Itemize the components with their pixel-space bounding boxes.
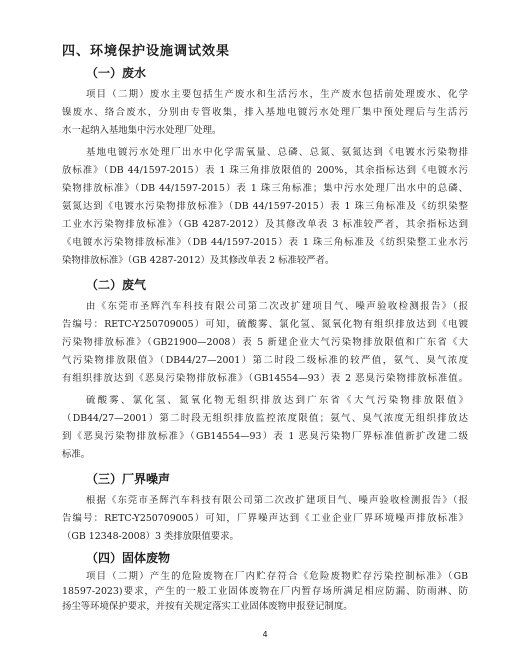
gas-line-2: 告编号：RETC-Y250709005）可知，硫酸雾、氯化氢、氮氧化物有组织排放达到《电镀	[62, 319, 468, 330]
gas-line-3: 污染物排放标准》（GB21900—2008）表 5 新建企业大气污染物排放限值和广东省《大	[62, 337, 468, 348]
water-line-7: 氨氮达到《电镀水污染物排放标准》（DB 44/1597-2015）表 1 珠三角标准及《纺织染整	[62, 201, 468, 212]
gas-line-9: 标准。	[62, 449, 91, 460]
gas-line-1: 由《东莞市圣辉汽车科技有限公司第二次改扩建项目气、噪声验收检测报告》（报	[86, 301, 468, 312]
water-line-8: 工业水污染物排放标准》（GB 4287-2012）及其修改单表 3 标准较严者，其余指标达到	[62, 219, 468, 230]
water-line-4: 基地电镀污水处理厂出水中化学需氧量、总磷、总氮、氨氮达到《电镀水污染物排	[86, 147, 468, 158]
solid-line-1: 项目（二期）产生的危险废物在厂内贮存符合《危险废物贮存污染控制标准》（GB	[86, 571, 468, 582]
gas-line-6: 硫酸雾、氯化氢、氮氧化物无组织排放达到广东省《大气污染物排放限值》	[86, 395, 468, 406]
noise-line-1: 根据《东莞市圣辉汽车科技有限公司第二次改扩建项目气、噪声验收检测报告》（报	[86, 495, 468, 506]
noise-heading: （三）厂界噪声	[86, 472, 171, 486]
water-line-10: 染物排放标准》（GB 4287-2012）及其修改单表 2 标准较严者。	[62, 255, 335, 266]
water-line-3: 水一起纳入基地集中污水处理厂处理。	[62, 125, 222, 136]
noise-line-2: 告编号：RETC-Y250709005）可知，厂界噪声达到《工业企业厂界环境噪声排放标准》	[62, 513, 468, 524]
water-line-9: 《电镀水污染物排放标准》（DB 44/1597-2015）表 1 珠三角标准及《纺织染整工业水污	[62, 237, 468, 248]
gas-line-5: 有组织排放达到《恶臭污染物排放标准》（GB14554—93）表 2 恶臭污染物排放标准值。	[62, 373, 468, 384]
noise-line-3: （GB 12348-2008）3 类排放限值要求。	[62, 531, 239, 542]
solid-line-2: 18597-2023)要求，产生的一般工业固体废物在厂内暂存场所满足相应防漏、防雨淋、防	[62, 586, 468, 597]
page-number: 4	[262, 630, 268, 639]
water-line-5: 放标准》（DB 44/1597-2015）表 1 珠三角排放限值的 200%，其余指标达到《电镀水污	[62, 165, 468, 176]
solid-heading: （四）固体废物	[86, 551, 171, 565]
gas-heading: （二）废气	[86, 278, 147, 292]
water-line-1: 项目（二期）废水主要包括生产废水和生活污水，生产废水包括前处理废水、化学	[86, 89, 468, 100]
gas-line-7: （DB44/27—2001）第二时段无组织排放监控浓度限值；氨气、臭气浓度无组织排放达	[62, 413, 468, 424]
water-line-2: 镍废水、络合废水，分别由专管收集，排入基地电镀污水处理厂集中预处理后与生活污	[62, 107, 468, 118]
gas-line-8: 到《恶臭污染物排放标准》（GB14554—93）表 1 恶臭污染物厂界标准值新扩改建二级	[62, 431, 468, 442]
section-title: 四、环境保护设施调试效果	[62, 44, 231, 59]
gas-line-4: 气污染物排放限值》（DB44/27—2001）第二时段二级标准的较严值，氨气、臭气浓度	[62, 355, 468, 366]
water-line-6: 染物排放标准》（DB 44/1597-2015）表 1 珠三角标准；集中污水处理厂出水中的总磷、	[62, 183, 468, 194]
water-heading: （一）废水	[86, 66, 147, 80]
solid-line-3: 扬尘等环境保护要求，并按有关规定落实工业固体废物申报登记制度。	[62, 601, 353, 612]
